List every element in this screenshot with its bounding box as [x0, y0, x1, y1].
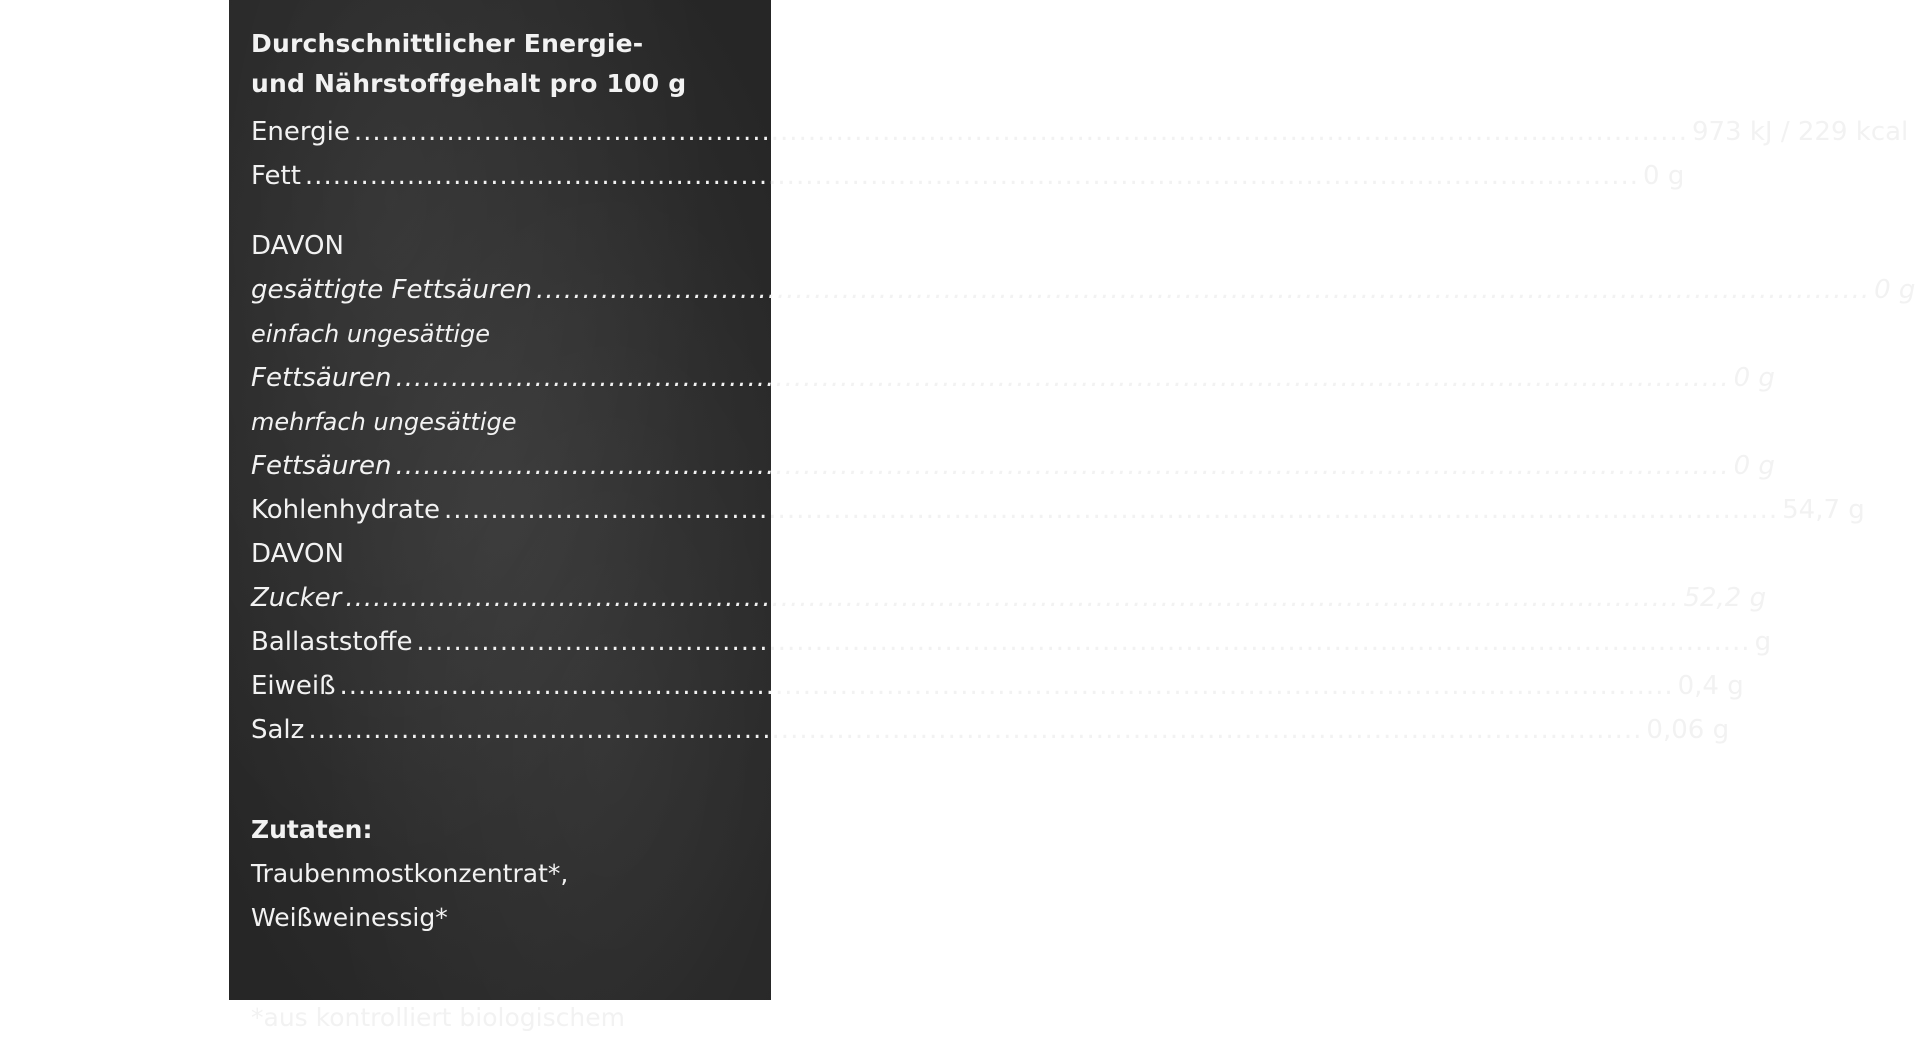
dot-leader: [305, 154, 1639, 198]
dot-leader: [444, 488, 1778, 532]
ingredients-title: Zutaten:: [251, 815, 373, 844]
fiber-label: Ballaststoffe: [251, 627, 413, 657]
ingredients-line-2: Weißweinessig*: [251, 903, 448, 932]
row-fat: [251, 154, 1685, 198]
spacer: [251, 752, 756, 808]
row-energy: [251, 110, 1909, 154]
dot-leader: [345, 576, 1679, 620]
dot-leader: [308, 708, 1642, 752]
nutrition-label-content: [251, 24, 1915, 1040]
protein-value: 0,4 g: [1677, 671, 1744, 701]
ingredients-section: [251, 808, 756, 940]
organic-footnote: *aus kontrolliert biologischem: [251, 1003, 625, 1032]
nutrition-label-board: [229, 0, 1915, 1032]
carbohydrates-label: Kohlenhydrate: [251, 495, 441, 525]
spacer: [251, 198, 756, 224]
heading-line-2: und Nährstoffgehalt pro 100 g: [251, 69, 687, 98]
salt-label: Salz: [251, 715, 305, 745]
poly-fat-label: Fettsäuren: [251, 451, 392, 481]
row-sugar: [251, 576, 1767, 620]
energy-value: 973 kJ / 229 kcal: [1691, 117, 1909, 147]
mono-fat-value: 0 g: [1733, 363, 1775, 393]
heading-line-1: Durchschnittlicher Energie-: [251, 29, 644, 58]
nutrition-heading: [251, 24, 756, 104]
mono-fat-label: Fettsäuren: [251, 363, 392, 393]
poly-fat-label-line-1: mehrfach ungesättige: [251, 408, 517, 436]
saturated-fat-label: gesättigte Fettsäuren: [251, 275, 533, 305]
nutrition-table: [251, 110, 1915, 752]
davon-label-1: DAVON: [251, 231, 344, 261]
sugar-label: Zucker: [251, 583, 342, 613]
salt-value: 0,06 g: [1646, 715, 1730, 745]
energy-label: Energie: [251, 117, 350, 147]
row-mono-fat: [251, 356, 1775, 400]
carbohydrates-value: 54,7 g: [1782, 495, 1865, 525]
dot-leader: [395, 356, 1729, 400]
row-salt: [251, 708, 1730, 752]
fat-value: 0 g: [1643, 161, 1685, 191]
row-carbohydrates: [251, 488, 1865, 532]
row-saturated-fat: [251, 268, 1915, 312]
protein-label: Eiweiß: [251, 671, 336, 701]
dot-leader: [416, 620, 1750, 664]
saturated-fat-value: 0 g: [1874, 275, 1915, 305]
dot-leader: [340, 664, 1674, 708]
davon-label-2: DAVON: [251, 539, 344, 569]
ingredients-line-1: Traubenmostkonzentrat*,: [251, 859, 569, 888]
sugar-value: 52,2 g: [1683, 583, 1767, 613]
fat-label: Fett: [251, 161, 301, 191]
spacer: [251, 940, 756, 996]
dot-leader: [536, 268, 1870, 312]
poly-fat-value: 0 g: [1733, 451, 1775, 481]
dot-leader: [354, 110, 1688, 154]
row-fiber: [251, 620, 1772, 664]
fiber-value: g: [1754, 627, 1772, 657]
row-protein: [251, 664, 1744, 708]
mono-fat-label-line-1: einfach ungesättige: [251, 320, 490, 348]
row-poly-fat: [251, 444, 1775, 488]
dot-leader: [395, 444, 1729, 488]
